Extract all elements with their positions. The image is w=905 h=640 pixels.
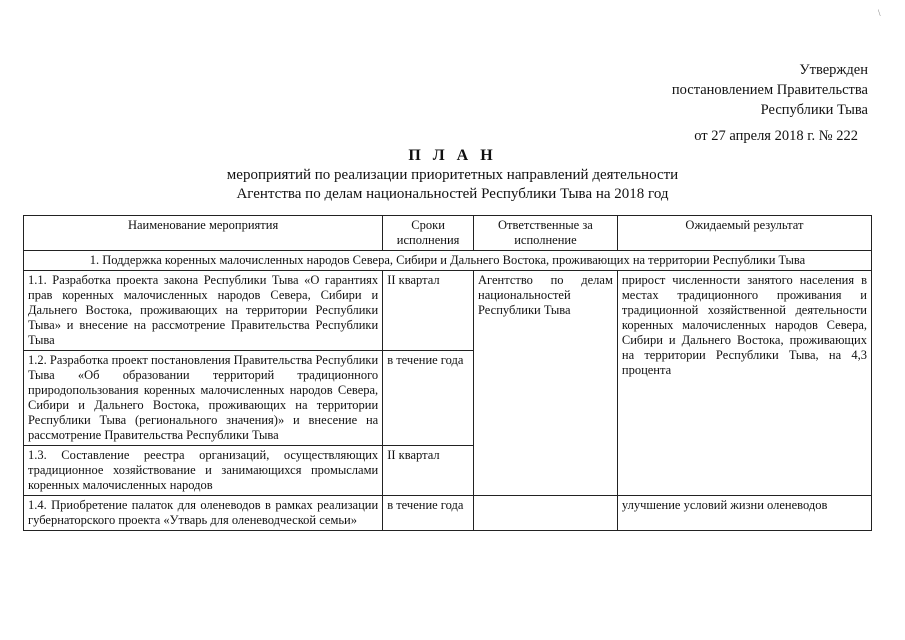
measure-result: прирост численности занятого населения в местах традиционного проживания и традиционной хозяйственной деятельности коренных малочисленных народов Севера, Сибири и Дальнего Востока, проживающих на территории Республики Тыва, на 4,3 процента bbox=[617, 271, 871, 496]
measure-result: улучшение условий жизни оленеводов bbox=[617, 496, 871, 531]
measure-term: II квартал bbox=[383, 271, 474, 351]
measure-responsible bbox=[474, 496, 618, 531]
plan-table bbox=[23, 215, 872, 531]
approval-line: Республики Тыва bbox=[760, 102, 868, 118]
approval-block bbox=[672, 60, 868, 146]
column-header: Наименование мероприятия bbox=[24, 216, 383, 251]
measure-name: 1.3. Составление реестра организаций, осуществляющих традиционное хозяйствование и занимающихся промыслами коренных малочисленных народов bbox=[24, 446, 383, 496]
measure-term: в течение года bbox=[383, 351, 474, 446]
approval-line: Утвержден bbox=[799, 62, 868, 78]
measure-name: 1.1. Разработка проекта закона Республики Тыва «О гарантиях прав коренных малочисленных народов Севера, Сибири и Дальнего Востока, проживающих на территории Республики Тыва» и внесение на рассмотрение Правительства Республики Тыва bbox=[24, 271, 383, 351]
table-row bbox=[24, 271, 872, 351]
table-header-row bbox=[24, 216, 872, 251]
section-title: 1. Поддержка коренных малочисленных народов Севера, Сибири и Дальнего Востока, проживающих на территории Республики Тыва bbox=[24, 251, 872, 271]
plan-title: П Л А Н bbox=[408, 147, 497, 164]
column-header: Сроки исполнения bbox=[383, 216, 474, 251]
column-header: Ожидаемый результат bbox=[617, 216, 871, 251]
plan-subtitle: Агентства по делам национальностей Республики Тыва на 2018 год bbox=[236, 186, 669, 202]
measure-name: 1.4. Приобретение палаток для оленеводов в рамках реализации губернаторского проекта «Утварь для оленеводческой семьи» bbox=[24, 496, 383, 531]
measure-term: в течение года bbox=[383, 496, 474, 531]
scan-corner-mark: \ bbox=[878, 8, 881, 18]
approval-line: постановлением Правительства bbox=[671, 82, 868, 98]
column-header: Ответственные за исполнение bbox=[474, 216, 618, 251]
section-row bbox=[24, 251, 872, 271]
approval-date: от 27 апреля 2018 г. № 222 bbox=[694, 128, 858, 144]
measure-name: 1.2. Разработка проект постановления Правительства Республики Тыва «Об образовании территорий традиционного природопользования коренных малочисленных народов Севера, Сибири и Дальнего Востока, проживающих на территории Республики Тыва (регионального значения)» и внесение на рассмотрение Правительства Республики Тыва bbox=[24, 351, 383, 446]
measure-responsible: Агентство по делам национальностей Республики Тыва bbox=[474, 271, 618, 496]
table-row bbox=[24, 496, 872, 531]
measure-term: II квартал bbox=[383, 446, 474, 496]
plan-subtitle: мероприятий по реализации приоритетных направлений деятельности bbox=[226, 167, 679, 183]
document-titles bbox=[0, 146, 905, 204]
